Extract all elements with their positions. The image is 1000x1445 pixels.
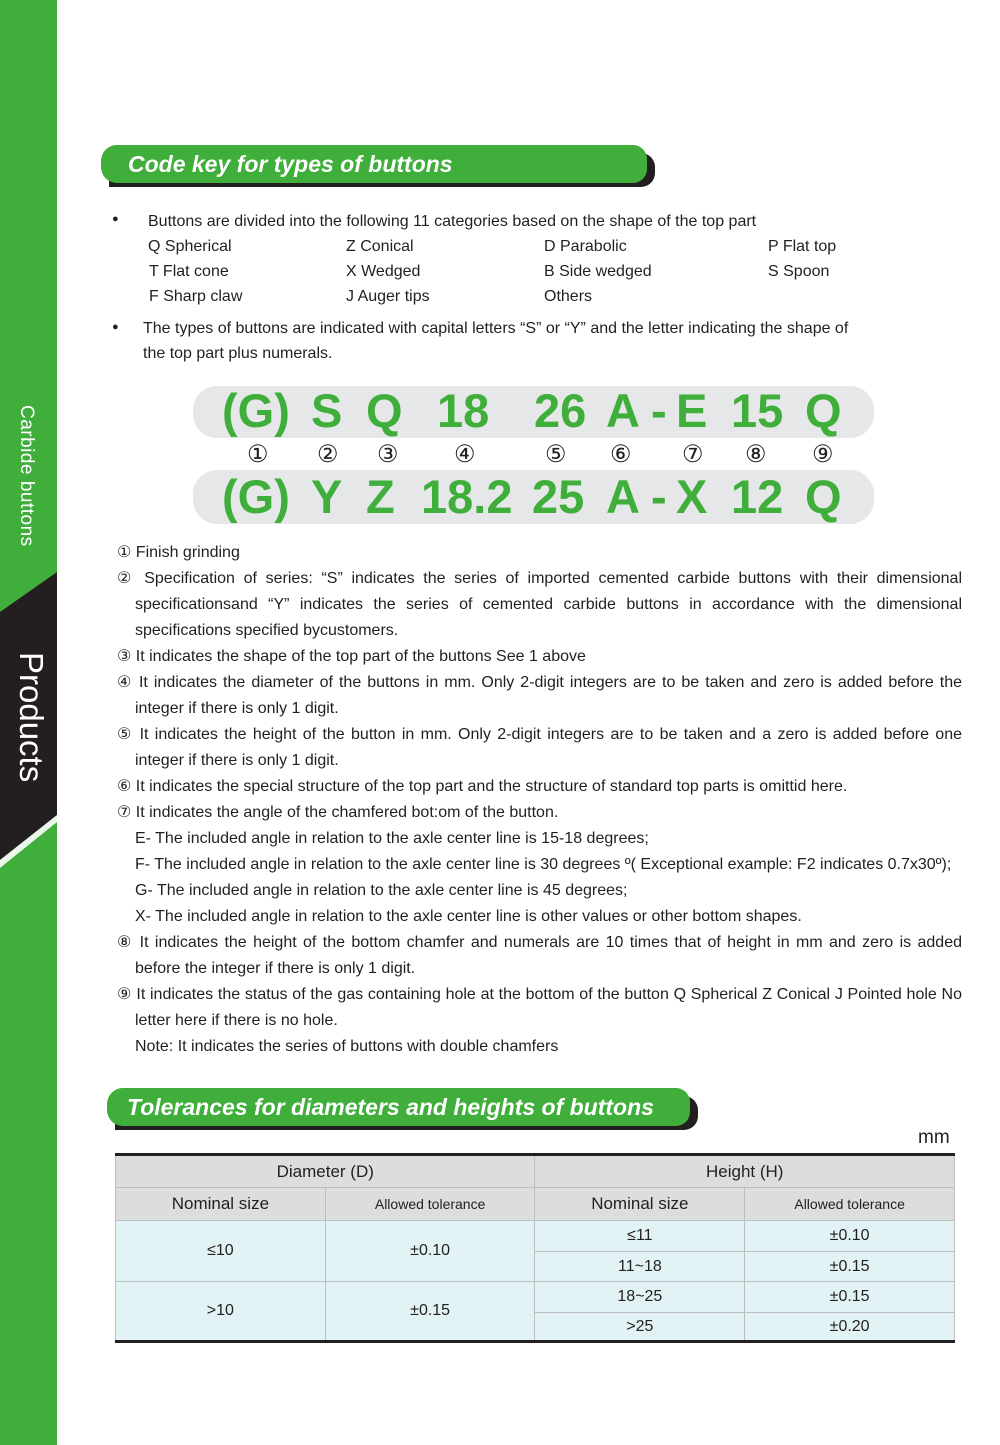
table-cell: ±0.10 [745,1221,955,1252]
description-line: before the integer if there is only 1 digit. [135,960,416,977]
category-item: Others [544,288,593,305]
section-header-code-key [101,145,655,183]
code-part: 12 [731,470,784,523]
description-line: integer if there is only 1 digit. [135,700,339,717]
position-marker: ⑧ [745,441,767,468]
description-line: ⑤ It indicates the height of the button in mm. Only 2-digit integers are to be taken and a zero is added before one [117,726,962,743]
column-header: Nominal size [535,1188,745,1221]
description-line: X- The included angle in relation to the axle center line is other values or other bottom shapes. [135,908,802,925]
height-header: Height (H) [535,1155,955,1188]
description-line: letter here if there is no hole. [135,1012,338,1029]
table-cell: ±0.20 [745,1313,955,1342]
position-marker: ① [247,441,269,468]
description-line: ⑧ It indicates the height of the bottom chamfer and numerals are 10 times that of height in mm and zero is added [117,934,962,951]
code-part: (G) [222,384,290,437]
description-line: ⑨ It indicates the status of the gas containing hole at the bottom of the button Q Spherical Z Conical J Pointed hole No [117,986,962,1003]
table-cell: ±0.15 [745,1252,955,1282]
table-cell: ≤10 [116,1221,326,1282]
tolerance-table [115,1153,955,1343]
code-part: (G) [222,470,290,523]
table-cell: >10 [116,1282,326,1342]
bullet-text: Buttons are divided into the following 11 categories based on the shape of the top part [148,213,757,230]
category-item: X Wedged [346,263,421,280]
bullet-dot: ● [112,321,119,333]
table-row [116,1282,955,1313]
description-line: ⑦ It indicates the angle of the chamfered bot:om of the button. [117,804,559,821]
unit-label: mm [918,1127,950,1148]
section-title: Tolerances for diameters and heights of buttons [127,1094,654,1120]
category-item: T Flat cone [149,263,229,280]
column-header: Nominal size [116,1188,326,1221]
description-line: F- The included angle in relation to the axle center line is 30 degrees º( Exceptional example: F2 indicates 0.7x30º); [135,856,952,873]
code-part: 25 [532,470,585,523]
position-marker: ⑤ [545,441,567,468]
table-cell: ±0.15 [745,1282,955,1313]
description-line: ③ It indicates the shape of the top part of the buttons See 1 above [117,648,586,665]
code-part: Z [366,470,395,523]
code-part: Q [805,470,842,523]
code-part: 18 [437,384,490,437]
table-row [116,1221,955,1252]
code-part: - [651,384,667,437]
category-item: P Flat top [768,238,837,255]
code-part: Q [805,384,842,437]
position-marker: ⑦ [682,441,704,468]
section-title: Code key for types of buttons [128,151,453,177]
code-part: A [606,470,640,523]
category-item: Z Conical [346,238,414,255]
category-item: F Sharp claw [149,288,243,305]
table-cell: 18~25 [535,1282,745,1313]
sidebar-section-label: Products [13,652,50,783]
table-cell: >25 [535,1313,745,1342]
description-line: ④ It indicates the diameter of the buttons in mm. Only 2-digit integers are to be taken and zero is added before the [117,674,962,691]
position-marker: ⑥ [610,441,632,468]
code-part: Y [311,470,343,523]
code-part: 26 [534,384,587,437]
position-marker: ⑨ [812,441,834,468]
category-item: B Side wedged [544,263,652,280]
bullet-text: the top part plus numerals. [143,345,333,362]
code-part: X [676,470,708,523]
code-part: - [651,470,667,523]
code-part: S [311,384,343,437]
category-item: S Spoon [768,263,830,280]
code-part: A [606,384,640,437]
bullet-dot: ● [112,213,119,225]
category-item: D Parabolic [544,238,627,255]
category-item: Q Spherical [148,238,232,255]
bullet-text: The types of buttons are indicated with capital letters “S” or “Y” and the letter indicating the shape of [143,320,849,337]
description-line: specificationsand “Y” indicates the series of cemented carbide buttons in accordance with the dimensional [135,596,962,613]
description-line: ① Finish grinding [117,544,240,561]
table-cell: ±0.15 [325,1282,535,1342]
diameter-header: Diameter (D) [116,1155,535,1188]
description-line: integer if there is only 1 digit. [135,752,339,769]
table-cell: ±0.10 [325,1221,535,1282]
code-part: 15 [731,384,784,437]
sidebar-category-label: Carbide buttons [16,405,37,547]
description-line: E- The included angle in relation to the axle center line is 15-18 degrees; [135,830,649,847]
description-line: ⑥ It indicates the special structure of the top part and the structure of standard top parts is omittid here. [117,778,848,795]
position-marker: ③ [377,441,399,468]
column-header: Allowed tolerance [745,1188,955,1221]
description-line: specifications specified bycustomers. [135,622,399,639]
position-marker: ② [317,441,339,468]
table-cell: 11~18 [535,1252,745,1282]
description-line: G- The included angle in relation to the axle center line is 45 degrees; [135,882,628,899]
description-line: ② Specification of series: “S” indicates the series of imported cemented carbide buttons with their dimensional [117,570,962,587]
category-item: J Auger tips [346,288,430,305]
column-header: Allowed tolerance [325,1188,535,1221]
section-header-tolerances [107,1088,698,1126]
code-part: E [676,384,708,437]
table-cell: ≤11 [535,1221,745,1252]
position-marker: ④ [454,441,476,468]
code-part: Q [366,384,403,437]
description-line: Note: It indicates the series of buttons with double chamfers [135,1038,559,1055]
code-part: 18.2 [421,470,513,523]
